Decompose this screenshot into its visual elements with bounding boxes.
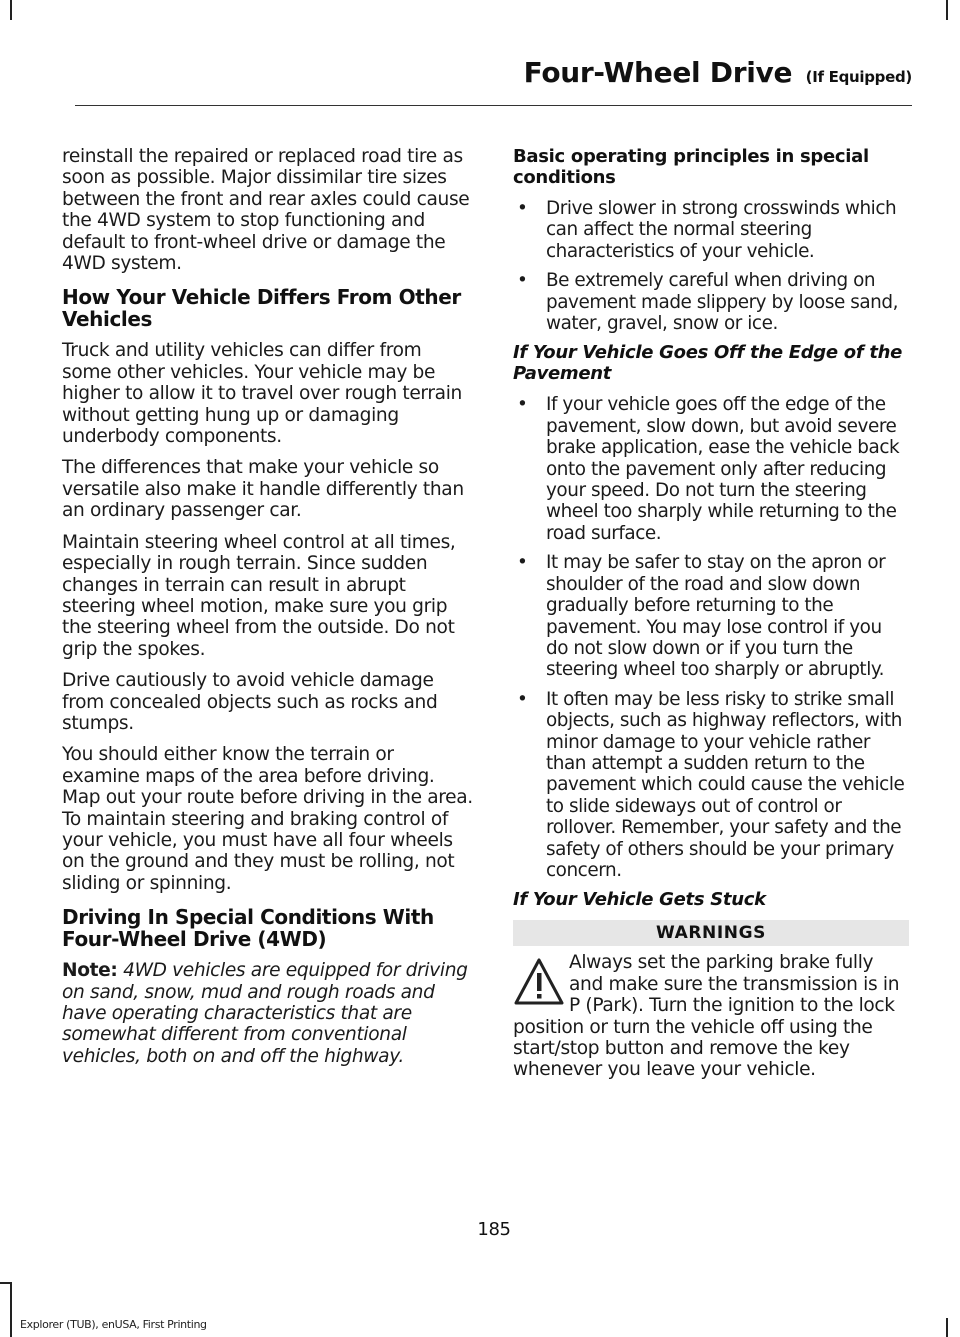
note-paragraph [62,960,476,1067]
bullet: • [517,688,528,710]
paragraph: Maintain steering wheel control at all times, especially in rough terrain. Since sudden changes in terrain can result in abrupt steering wheel motion, make sure you grip the steering wheel from the outside. Do not grip the spokes. [62,531,456,660]
list-item-text: If your vehicle goes off the edge of the pavement, slow down, but avoid severe brake application, ease the vehicle back onto the pavement only after reducing your speed. Do not turn the steering wheel too sharply while returning to the road surface. [546,394,900,544]
list-item [513,198,909,262]
list-item [513,270,909,334]
section-heading-stuck: If Your Vehicle Gets Stuck [513,889,766,911]
header-rule [75,105,912,106]
warning-text: Always set the parking brake fully and make sure the transmission is in P (Park). Turn the ignition to the lock position or turn the vehicle off using the start/stop button and remove the key whenever you leave your vehicle. [513,952,900,1081]
warning-triangle-icon [513,956,565,1008]
crop-mark-top-right [946,0,948,20]
list-item-text: It may be safer to stay on the apron or shoulder of the road and slow down gradually before returning to the pavement. You may lose control if you do not slow down or if you turn the steering wheel too sharply or abruptly. [546,552,886,681]
paragraph: You should either know the terrain or examine maps of the area before driving. Map out your route before driving in the area. To maintain steering and braking control of your vehicle, you must have all four wheels on the ground and they must be rolling, not sliding or spinning. [62,744,473,894]
page-number: 185 [477,1219,511,1240]
intro-paragraph: reinstall the repaired or replaced road tire as soon as possible. Major dissimilar tire sizes between the front and rear axles could cause the 4WD system to stop functioning and default to front-wheel drive or damage the 4WD system. [62,146,470,275]
bullet: • [517,552,528,574]
list-item [513,689,909,882]
bullet: • [517,394,528,416]
bullet-list-basic [513,198,909,334]
bullet: • [517,270,528,292]
list-item [513,552,909,680]
list-item [513,394,909,544]
warning-body [513,952,909,1080]
bullet: • [517,198,528,219]
section-heading-special-conditions: Driving In Special Conditions With Four-Wheel Drive (4WD) [62,905,434,952]
header-subtitle: (If Equipped) [805,68,912,86]
crop-mark-bottom-right [946,1318,948,1337]
note-text: 4WD vehicles are equipped for driving on sand, snow, mud and rough roads and have operating characteristics that are somewhat different from conventional vehicles, both on and off the highway. [62,960,468,1067]
header-title-text: Four-Wheel Drive [523,56,793,89]
list-item-text: It often may be less risky to strike small objects, such as highway reflectors, with minor damage to your vehicle rather than attempt a sudden return to the pavement which could cause the vehicle to slide sideways out of control or rollover. Remember, your safety and the safety of others should be your primary concern. [546,688,905,881]
list-item-text: Drive slower in strong crosswinds which can affect the normal steering characteristics of your vehicle. [546,198,897,262]
section-heading-off-edge: If Your Vehicle Goes Off the Edge of the Pavement [513,342,903,385]
crop-mark-bottom-left-h [0,1282,12,1284]
warnings-label: WARNINGS [513,920,909,946]
note-label: Note: [62,960,118,982]
section-heading-differs: How Your Vehicle Differs From Other Vehicles [62,285,461,332]
paragraph: The differences that make your vehicle so versatile also make it handle differently than an ordinary passenger car. [62,457,464,522]
paragraph: Drive cautiously to avoid vehicle damage from concealed objects such as rocks and stumps. [62,670,438,734]
bullet-list-off-edge [513,394,909,881]
page-header-title [524,56,912,89]
left-column [62,146,476,1077]
paragraph: Truck and utility vehicles can differ from some other vehicles. Your vehicle may be higher to allow it to travel over rough terrain without getting hung up or damaging underbody components. [62,340,462,448]
warnings-box [513,920,909,1080]
footer-text: Explorer (TUB), enUSA, First Printing [20,1318,207,1331]
list-item-text: Be extremely careful when driving on pavement made slippery by loose sand, water, gravel, snow or ice. [546,270,898,335]
section-heading-basic-principles: Basic operating principles in special conditions [513,146,869,188]
crop-mark-bottom-left [10,1282,12,1337]
crop-mark-top-left [10,0,12,20]
right-column [513,146,909,1081]
